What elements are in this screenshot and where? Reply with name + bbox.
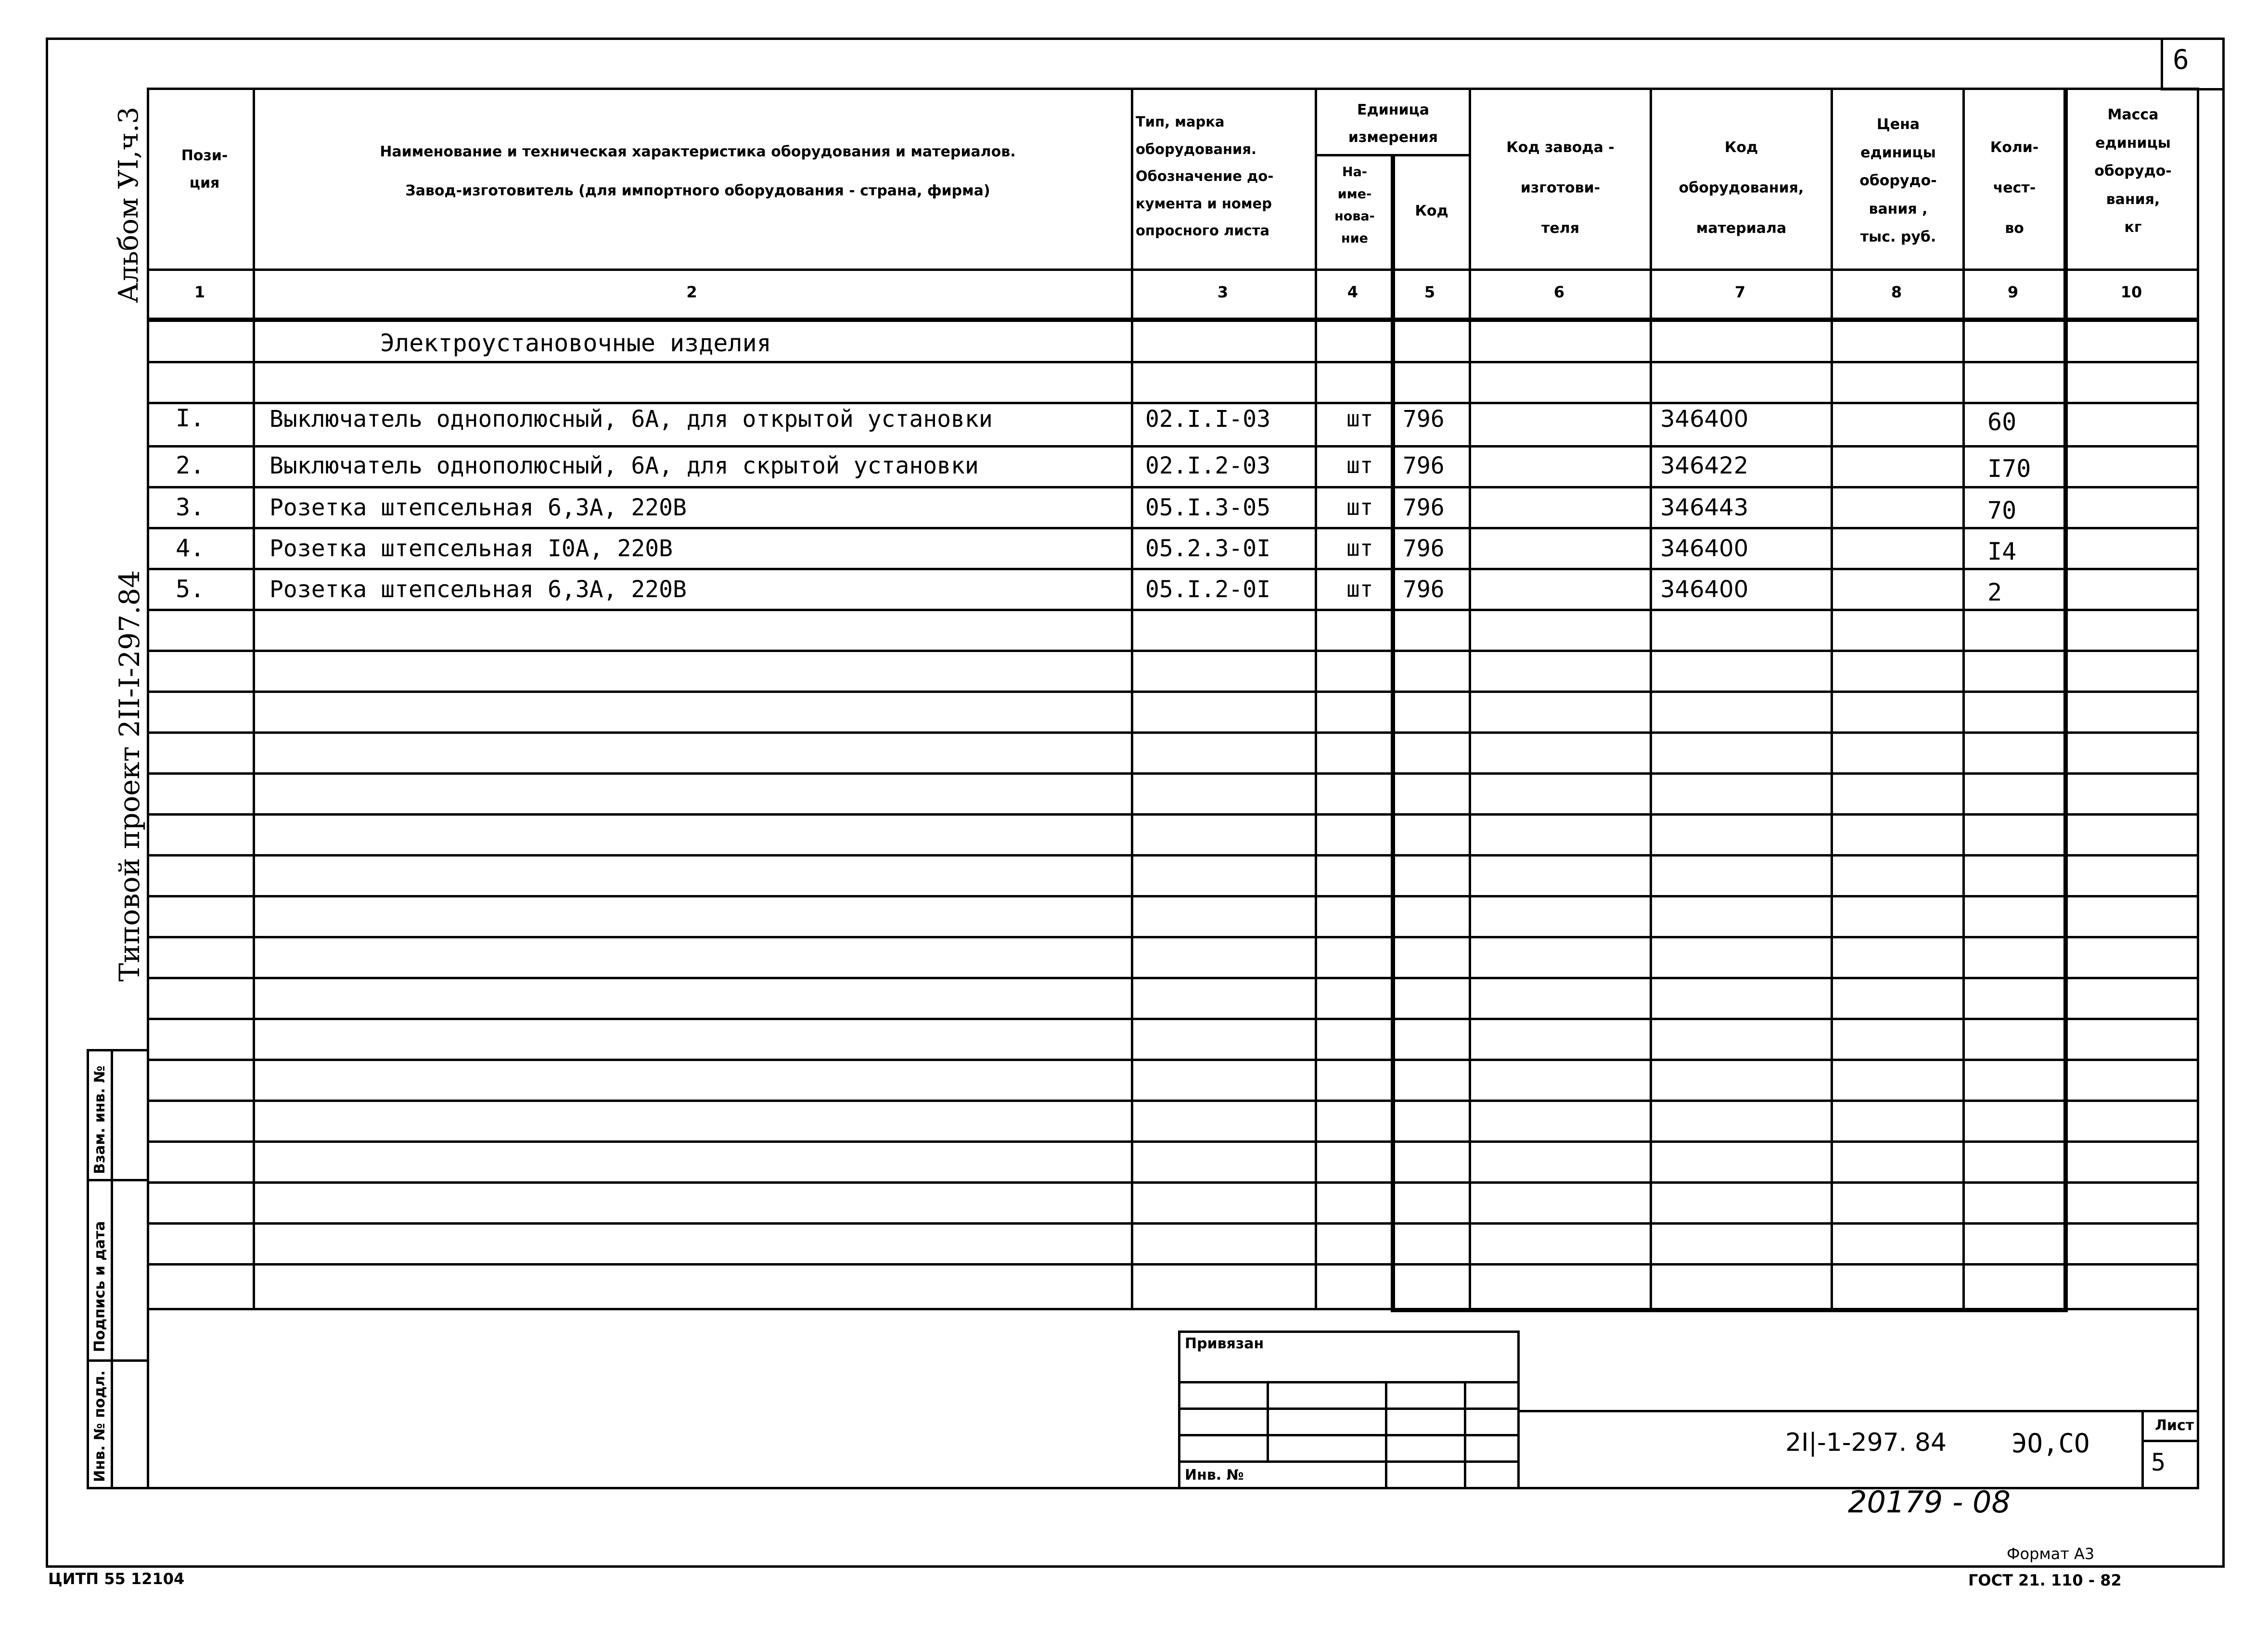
- row-4-doc: 05.2.3-0I: [1145, 535, 1271, 562]
- citp-label: ЦИТП 55 12104: [48, 1570, 185, 1588]
- col-line: [1650, 88, 1652, 1310]
- col-line: [1831, 88, 1833, 1310]
- row-line: [147, 650, 2199, 652]
- row-5-qty: 2: [1987, 578, 2002, 606]
- col-line: [1131, 88, 1133, 1310]
- row-2-qty: I70: [1987, 455, 2031, 483]
- row-4-mat-code: 346400: [1660, 535, 1749, 562]
- side-box-line: [87, 1049, 148, 1051]
- col-number-10: 10: [2120, 283, 2142, 301]
- sheet-box-line: [2141, 1412, 2144, 1489]
- side-box-line: [87, 1179, 148, 1181]
- row-2-unit: шт: [1346, 452, 1373, 478]
- row-line: [147, 361, 2199, 363]
- row-1-unit: шт: [1346, 406, 1373, 432]
- row-2-pos: 2.: [176, 451, 205, 479]
- row-line: [147, 813, 2199, 816]
- row-4-name: Розетка штепсельная I0А, 220В: [269, 535, 673, 562]
- col-number-6: 6: [1553, 283, 1565, 301]
- col-number-5: 5: [1424, 283, 1435, 301]
- row-4-qty: I4: [1987, 537, 2017, 565]
- header-unit-group: Единица измерения: [1348, 102, 1438, 146]
- row-line: [147, 609, 2199, 611]
- row-5-mat-code: 346400: [1660, 576, 1749, 603]
- col-number-7: 7: [1734, 283, 1746, 301]
- privyazan-line: [1464, 1381, 1466, 1489]
- corner-sheet-number: 6: [2173, 44, 2189, 76]
- header-col1: Пози- ция: [181, 147, 228, 192]
- format-label: Формат А3: [2007, 1545, 2095, 1563]
- row-5-unit: шт: [1346, 576, 1373, 602]
- privyazan-line: [1267, 1381, 1269, 1460]
- row-3-qty: 70: [1987, 497, 2017, 525]
- row-3-name: Розетка штепсельная 6,3А, 220В: [269, 494, 687, 521]
- handwritten-number: 20179 - 08: [1848, 1484, 2011, 1520]
- row-line: [147, 486, 2199, 488]
- section-title: Электроустановочные изделия: [380, 329, 771, 357]
- side-box-line: [87, 1487, 148, 1489]
- row-2-name: Выключатель однополюсный, 6А, для скрытой установки: [269, 452, 979, 479]
- row-line: [147, 936, 2199, 938]
- row-1-qty: 60: [1987, 408, 2017, 436]
- row-line: [147, 1263, 2199, 1266]
- row-2-doc: 02.I.2-03: [1145, 452, 1271, 479]
- side-box-line: [87, 1359, 148, 1362]
- row-4-pos: 4.: [176, 534, 205, 562]
- row-line: [147, 854, 2199, 857]
- sheet-label: Лист: [2155, 1417, 2194, 1434]
- row-line: [147, 1018, 2199, 1020]
- side-box-line: [111, 1049, 113, 1489]
- col-line: [2063, 88, 2068, 1310]
- row-line: [147, 691, 2199, 693]
- column-numbers-bottom-line: [147, 318, 2199, 322]
- header-bottom-line: [147, 269, 2199, 271]
- header-col3: Тип, марка оборудования. Обозначение до- кумента и номер опросного листа: [1136, 114, 1274, 239]
- row-2-unit-code: 796: [1403, 452, 1445, 479]
- sheet-box-line: [2141, 1440, 2199, 1442]
- col-line: [1469, 88, 1471, 1310]
- gost-label: ГОСТ 21. 110 - 82: [1968, 1571, 2122, 1589]
- designation-suffix: ЭО,СО: [2012, 1428, 2090, 1459]
- row-3-unit: шт: [1346, 494, 1373, 520]
- row-4-unit-code: 796: [1403, 535, 1445, 562]
- header-col8: Цена единицы оборудо- вания , тыс. руб.: [1859, 116, 1937, 245]
- row-line: [147, 445, 2199, 448]
- row-5-pos: 5.: [176, 575, 205, 603]
- side-box-label-podpis: Подпись и дата: [91, 1221, 108, 1352]
- side-box-label-inv: Инв. № подл.: [91, 1370, 108, 1482]
- header-col2: Наименование и техническая характеристика оборудования и материалов. Завод-изготовитель (для импортного оборудования - страна, фирма): [380, 143, 1016, 199]
- header-col9: Коли- чест- во: [1990, 139, 2039, 237]
- row-3-unit-code: 796: [1403, 494, 1445, 521]
- col-number-4: 4: [1347, 283, 1358, 301]
- row-1-name: Выключатель однополюсный, 6А, для открытой установки: [269, 406, 993, 433]
- header-col4: На- име- нова- ние: [1334, 165, 1375, 246]
- header-col6: Код завода - изготови- теля: [1506, 139, 1615, 237]
- row-line: [147, 731, 2199, 734]
- row-3-doc: 05.I.3-05: [1145, 494, 1271, 521]
- col-line: [1315, 88, 1317, 1310]
- row-1-mat-code: 346400: [1660, 406, 1749, 433]
- row-3-pos: 3.: [176, 493, 205, 521]
- privyazan-box: [1178, 1331, 1520, 1489]
- row-line: [147, 772, 2199, 775]
- row-line: [147, 402, 2199, 404]
- project-label: Типовой проект 2II-I-297.84: [113, 570, 146, 982]
- row-3-mat-code: 346443: [1660, 494, 1749, 521]
- row-line: [147, 1100, 2199, 1102]
- col-number-2: 2: [686, 283, 697, 301]
- col-line: [253, 88, 255, 1310]
- row-line: [147, 977, 2199, 979]
- row-4-unit: шт: [1346, 535, 1373, 561]
- row-2-mat-code: 346422: [1660, 452, 1749, 479]
- designation-number: 2I|-1-297. 84: [1785, 1428, 1947, 1457]
- row-line: [147, 1308, 2199, 1310]
- corner-box-line: [2161, 38, 2163, 90]
- privyazan-label: Привязан: [1185, 1335, 1264, 1352]
- row-1-pos: I.: [176, 404, 205, 432]
- row-line: [147, 527, 2199, 529]
- row-5-unit-code: 796: [1403, 576, 1445, 603]
- privyazan-line: [1178, 1434, 1520, 1436]
- row-line: [147, 895, 2199, 897]
- sheet-number: 5: [2151, 1448, 2166, 1476]
- privyazan-line: [1178, 1407, 1520, 1410]
- col-line: [1962, 88, 1965, 1310]
- header-col5: Код: [1415, 203, 1448, 219]
- row-5-name: Розетка штепсельная 6,3А, 220В: [269, 576, 687, 603]
- row-line: [147, 568, 2199, 570]
- privyazan-line: [1178, 1460, 1520, 1463]
- row-1-unit-code: 796: [1403, 406, 1445, 433]
- header-col10: Масса единицы оборудо- вания, кг: [2094, 106, 2172, 236]
- col-number-1: 1: [194, 283, 205, 301]
- row-line: [147, 1140, 2199, 1143]
- album-label: Альбом УI,ч.3: [113, 106, 144, 303]
- inv-no-label: Инв. №: [1185, 1467, 1244, 1484]
- col-number-9: 9: [2007, 283, 2019, 301]
- col-number-8: 8: [1891, 283, 1902, 301]
- row-line: [147, 1059, 2199, 1061]
- privyazan-line: [1178, 1381, 1520, 1383]
- row-1-doc: 02.I.I-03: [1145, 406, 1271, 433]
- row-5-doc: 05.I.2-0I: [1145, 576, 1271, 603]
- col-number-3: 3: [1217, 283, 1229, 301]
- header-col7: Код оборудования, материала: [1679, 139, 1804, 237]
- side-box-line: [87, 1049, 89, 1489]
- row-line: [147, 1222, 2199, 1225]
- designation-top-line: [1520, 1410, 2199, 1412]
- row-line: [147, 1181, 2199, 1184]
- side-box-label-vzam: Взам. инв. №: [91, 1065, 108, 1174]
- privyazan-line: [1385, 1381, 1387, 1489]
